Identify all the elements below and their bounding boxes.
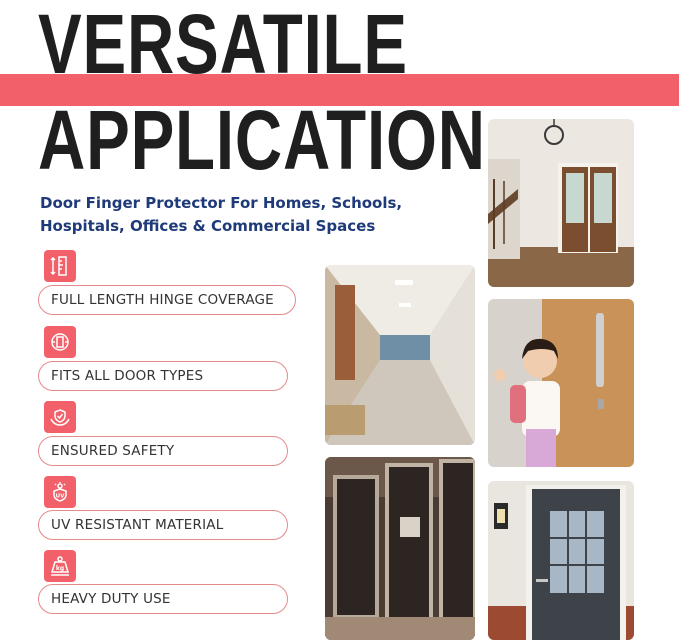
uv-shield-icon xyxy=(44,476,76,508)
ruler-icon xyxy=(44,250,76,282)
svg-text:UV: UV xyxy=(55,493,65,500)
feature-label: HEAVY DUTY USE xyxy=(51,591,171,607)
svg-text:kg: kg xyxy=(55,565,65,572)
feature-pill xyxy=(38,510,288,540)
child-door-photo xyxy=(488,299,634,467)
subtitle: Door Finger Protector For Homes, Schools, Hospitals, Offices & Commercial Spaces xyxy=(40,194,403,235)
feature-pill xyxy=(38,361,288,391)
feature-label: FITS ALL DOOR TYPES xyxy=(51,368,204,384)
headline-line-2: APPLICATION xyxy=(38,93,486,187)
feature-label: UV RESISTANT MATERIAL xyxy=(51,517,224,533)
door-fit-icon xyxy=(44,326,76,358)
safety-hands-icon xyxy=(44,401,76,433)
hospital-corridor-photo xyxy=(325,265,475,445)
weight-icon xyxy=(44,550,76,582)
headline-line-1: VERSATILE xyxy=(38,0,408,91)
feature-pill xyxy=(38,584,288,614)
front-door-photo xyxy=(488,481,634,640)
feature-label: FULL LENGTH HINGE COVERAGE xyxy=(51,292,274,308)
feature-label: ENSURED SAFETY xyxy=(51,443,175,459)
commercial-doors-photo xyxy=(325,457,475,640)
feature-pill xyxy=(38,436,288,466)
home-entrance-photo xyxy=(488,119,634,287)
feature-pill xyxy=(38,285,296,315)
